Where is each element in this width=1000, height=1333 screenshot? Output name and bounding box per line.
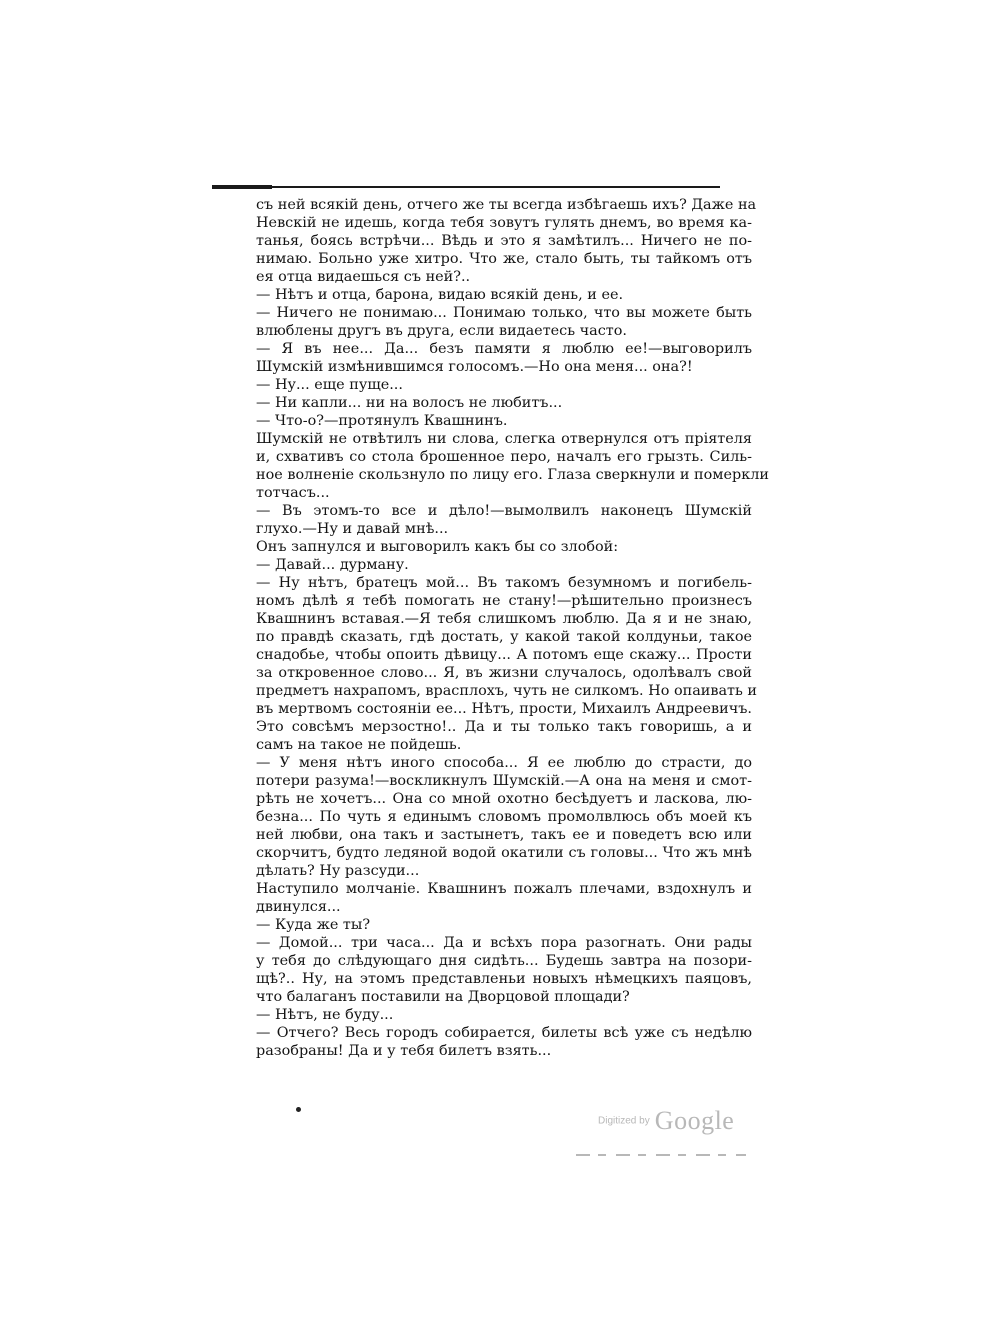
text-line: — У меня нѣтъ иного способа... Я ее люблю до страсти, до <box>256 755 752 771</box>
text-line: — Ну нѣтъ, братецъ мой... Въ такомъ безумномъ и погибель- <box>256 575 752 591</box>
text-line: снадобье, чтобы опоить дѣвицу... А потомъ еще скажу... Прости <box>256 647 752 663</box>
text-line: у тебя до слѣдующаго дня сидѣть... Будешь завтра на позори- <box>256 953 752 969</box>
text-line: — Ничего не понимаю... Понимаю только, что вы можете быть <box>256 305 752 321</box>
text-line: влюблены другъ въ друга, если видаетесь часто. <box>256 323 627 339</box>
top-rule <box>212 186 720 188</box>
stray-dot <box>296 1107 301 1112</box>
digitized-watermark <box>598 1106 734 1136</box>
text-line: безна... По чуть я единымъ словомъ промолвлюсь объ моей къ <box>256 809 752 825</box>
text-line: Наступило молчаніе. Квашнинъ пожалъ плечами, вздохнулъ и <box>256 881 752 897</box>
text-line: Шумскій измѣнившимся голосомъ.—Но она меня... она?! <box>256 359 693 375</box>
text-line: въ мертвомъ состояніи ее... Нѣтъ, прости, Михаилъ Андреевичъ. <box>256 701 752 717</box>
text-line: скорчитъ, будто ледяной водой окатили съ головы... Что жъ мнѣ <box>256 845 752 861</box>
text-line: — Въ этомъ-то все и дѣло!—вымолвилъ наконецъ Шумскій <box>256 503 752 519</box>
text-line: Это совсѣмъ мерзостно!.. Да и ты только такъ говоришь, а и <box>256 719 752 735</box>
watermark-prefix: Digitized by <box>598 1115 650 1127</box>
text-line: — Ну... еще пуще... <box>256 377 403 393</box>
text-line: номъ дѣлѣ я тебѣ помогать не стану!—рѣшительно произнесъ <box>256 593 752 609</box>
text-line: дѣлать? Ну разсуди... <box>256 863 420 879</box>
text-line: Невскій не идешь, когда тебя зовутъ гулять днемъ, во время ка- <box>256 215 752 231</box>
text-line: — Домой... три часа... Да и всѣхъ пора разогнать. Они рады <box>256 935 752 951</box>
text-line: глухо.—Ну и давай мнѣ... <box>256 521 449 537</box>
text-line: ея отца видаешься съ ней?.. <box>256 269 471 285</box>
text-line: Квашнинъ вставая.—Я тебя слишкомъ люблю. Да я и не знаю, <box>256 611 752 627</box>
text-line: за откровенное слово... Я, въ жизни случалось, одолѣвалъ свой <box>256 665 752 681</box>
text-line: тотчасъ... <box>256 485 330 501</box>
text-line: — Я въ нее... Да... безъ памяти я люблю ее!—выговорилъ <box>256 341 752 357</box>
text-line: съ ней всякій день, отчего же ты всегда избѣгаешь ихъ? Даже на <box>256 197 757 213</box>
text-line: что балаганъ поставили на Дворцовой площади? <box>256 989 630 1005</box>
text-line: предметъ нахрапомъ, врасплохъ, чуть не силкомъ. Но опаивать и <box>256 683 758 699</box>
text-line: самъ на такое не пойдешь. <box>256 737 462 753</box>
text-line: щѣ?.. Ну, на этомъ представленьи новыхъ нѣмецкихъ паяцовъ, <box>256 971 752 987</box>
scan-noise <box>576 1154 746 1156</box>
text-line: Онъ запнулся и выговорилъ какъ бы со злобой: <box>256 539 619 555</box>
text-line: и, схвативъ со стола брошенное перо, началъ его грызть. Силь- <box>256 449 752 465</box>
text-line: — Ни капли... ни на волосъ не любитъ... <box>256 395 563 411</box>
text-line: — Отчего? Весь городъ собирается, билеты всѣ уже съ недѣлю <box>256 1025 752 1041</box>
text-line: потери разума!—воскликнулъ Шумскій.—А она на меня и смот- <box>256 773 752 789</box>
text-line: Шумскій не отвѣтилъ ни слова, слегка отвернулся отъ пріятеля <box>256 431 752 447</box>
text-line: — Нѣтъ и отца, барона, видаю всякій день, и ее. <box>256 287 624 303</box>
text-line: — Что-о?—протянулъ Квашнинъ. <box>256 413 508 429</box>
text-line: танья, боясь встрѣчи... Вѣдь и это я замѣтилъ... Ничего не по- <box>256 233 752 249</box>
text-line: нимаю. Больно уже хитро. Что же, стало быть, ты тайкомъ отъ <box>256 251 752 267</box>
text-line: разобраны! Да и у тебя билетъ взять... <box>256 1043 552 1059</box>
text-line: рѣть не хочетъ... Она со мной охотно бесѣдуетъ и ласкова, лю- <box>256 791 752 807</box>
text-line: двинулся... <box>256 899 341 915</box>
watermark-brand: Google <box>654 1106 735 1135</box>
text-line: — Куда же ты? <box>256 917 371 933</box>
text-line: — Нѣтъ, не буду... <box>256 1007 394 1023</box>
page-text <box>256 196 769 1060</box>
text-line: — Давай... дурману. <box>256 557 409 573</box>
text-line: ное волненіе скользнуло по лицу его. Глаза сверкнули и померкли <box>256 467 769 483</box>
text-line: по правдѣ сказать, гдѣ достать, у какой такой колдуньи, такое <box>256 629 752 645</box>
text-line: ней любви, она такъ и застынетъ, такъ ее и поведетъ всю или <box>256 827 752 843</box>
